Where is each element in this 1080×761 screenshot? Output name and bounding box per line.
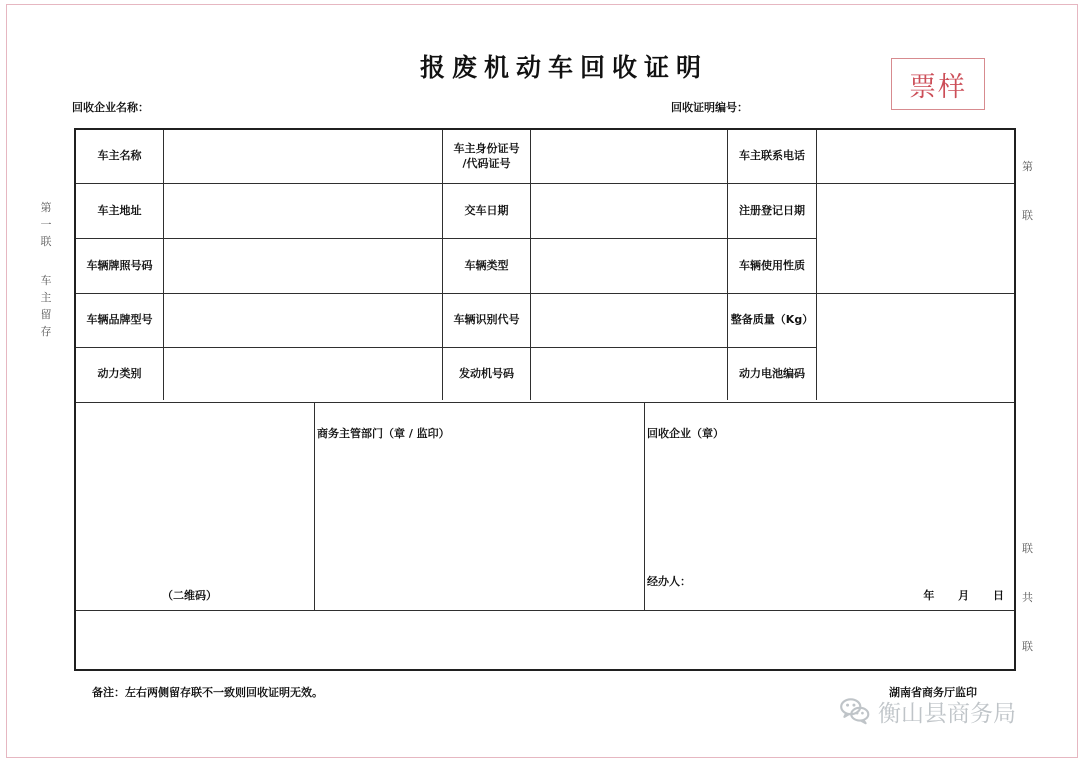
owner-name-label: 车主名称 [76, 130, 164, 184]
left-owner-copy-label: 车 主 留 存 [40, 274, 52, 339]
qr-code-label: （二维码） [162, 589, 217, 602]
vehicle-use-label: 车辆使用性质 [728, 239, 817, 294]
recycling-company-area [645, 403, 1014, 610]
owner-phone-value [817, 130, 1014, 184]
qr-code-area [76, 403, 315, 610]
date-label: 年 月 日 [923, 589, 1004, 602]
delivery-date-label: 交车日期 [443, 184, 531, 239]
brand-model-label: 车辆品牌型号 [76, 294, 164, 348]
certificate-number-label: 回收证明编号： [671, 101, 748, 114]
certificate-form [74, 128, 1016, 671]
owner-id-value [531, 130, 728, 184]
watermark-text: 衡山县商务局 [878, 700, 1016, 727]
left-copy-label: 第 一 联 [40, 201, 52, 249]
registration-date-value [817, 184, 1014, 239]
right-copy-marker-4: 共 [1022, 591, 1033, 604]
license-plate-value [164, 239, 443, 294]
owner-name-value [164, 130, 443, 184]
recycling-company-stamp-label: 回收企业（章） [647, 427, 724, 440]
sample-stamp: 票样 [891, 58, 985, 110]
handler-label: 经办人： [647, 575, 691, 588]
right-copy-marker-3: 联 [1022, 542, 1033, 555]
battery-code-value [817, 348, 1014, 400]
brand-model-value [164, 294, 443, 348]
vehicle-info-grid [76, 130, 1014, 400]
curb-weight-value [817, 294, 1014, 348]
right-copy-marker-5: 联 [1022, 640, 1033, 653]
vehicle-use-value [817, 239, 1014, 294]
footer-note: 备注：左右两侧留存联不一致则回收证明无效。 [92, 686, 323, 699]
department-seal-label: 湖南省商务厅监印 [889, 686, 977, 699]
approval-section [76, 402, 1014, 611]
page-title: 报废机动车回收证明 [420, 53, 709, 82]
registration-date-label: 注册登记日期 [728, 184, 817, 239]
delivery-date-value [531, 184, 728, 239]
power-type-value [164, 348, 443, 400]
curb-weight-label: 整备质量（Kg） [728, 294, 817, 348]
owner-phone-label: 车主联系电话 [728, 130, 817, 184]
right-copy-marker-2: 联 [1022, 209, 1033, 222]
engine-number-label: 发动机号码 [443, 348, 531, 400]
power-type-label: 动力类别 [76, 348, 164, 400]
commerce-authority-area [315, 403, 645, 610]
recycling-company-label: 回收企业名称： [72, 101, 149, 114]
right-copy-marker-1: 第 [1022, 160, 1033, 173]
vehicle-type-label: 车辆类型 [443, 239, 531, 294]
vin-value [531, 294, 728, 348]
remarks-area [76, 611, 1014, 669]
vehicle-type-value [531, 239, 728, 294]
owner-address-value [164, 184, 443, 239]
battery-code-label: 动力电池编码 [728, 348, 817, 400]
watermark [838, 694, 1016, 728]
engine-number-value [531, 348, 728, 400]
commerce-authority-label: 商务主管部门（章 / 监印） [317, 427, 450, 440]
owner-address-label: 车主地址 [76, 184, 164, 239]
vin-label: 车辆识别代号 [443, 294, 531, 348]
license-plate-label: 车辆牌照号码 [76, 239, 164, 294]
owner-id-label: 车主身份证号 /代码证号 [443, 130, 531, 184]
wechat-icon [838, 694, 872, 728]
